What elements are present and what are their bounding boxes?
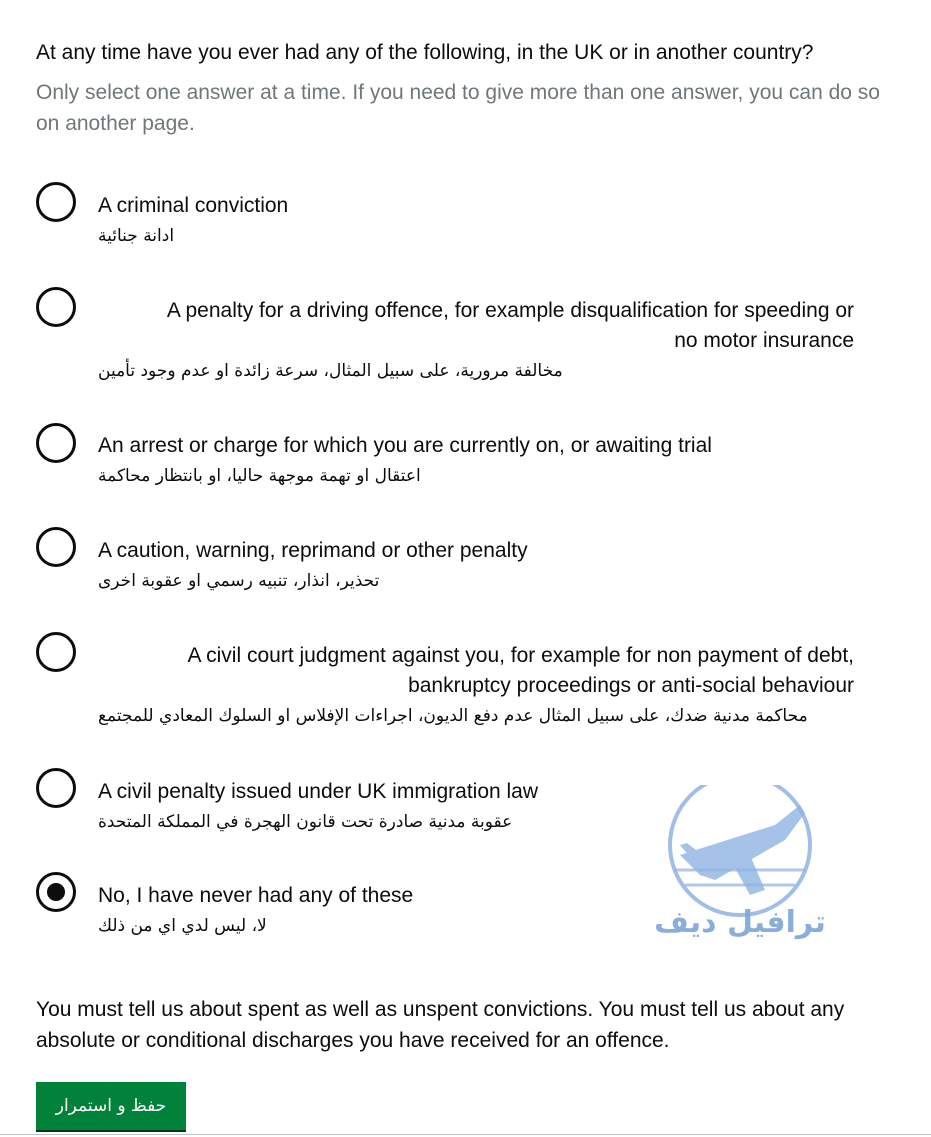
option-label-en: An arrest or charge for which you are currently on, or awaiting trial <box>98 434 712 457</box>
option-label-ar: عقوبة مدنية صادرة تحت قانون الهجرة في المملكة المتحدة <box>98 812 513 832</box>
radio-criminal-conviction[interactable] <box>36 182 76 222</box>
option-label[interactable] <box>98 296 854 386</box>
option-label[interactable] <box>98 431 712 491</box>
option-label-ar: تحذير، انذار، تنبيه رسمي او عقوبة اخرى <box>98 571 380 591</box>
option-label[interactable] <box>98 881 413 941</box>
option-label-en: A civil penalty issued under UK immigration law <box>98 780 539 803</box>
option-label-en: A caution, warning, reprimand or other penalty <box>98 539 528 562</box>
radio-never-had-any[interactable] <box>36 872 76 912</box>
question-heading: At any time have you ever had any of the following, in the UK or in another country? <box>36 41 814 64</box>
save-and-continue-button[interactable]: حفظ و استمرار <box>36 1082 186 1130</box>
option-label-ar: ادانة جنائية <box>98 226 175 246</box>
option-label-en: No, I have never had any of these <box>98 884 414 907</box>
option-label-ar: لا، ليس لدي اي من ذلك <box>98 916 267 936</box>
radio-civil-penalty-immigration[interactable] <box>36 768 76 808</box>
option-label-ar: محاكمة مدنية ضدك، على سبيل المثال عدم دفع الديون، اجراءات الإفلاس او السلوك المعادي للمجتمع <box>98 706 808 726</box>
option-label[interactable] <box>98 641 854 731</box>
option-label-en-line1: A civil court judgment against you, for example for non payment of debt, <box>187 644 854 667</box>
footer-divider <box>0 1134 931 1135</box>
radio-civil-court-judgment[interactable] <box>36 632 76 672</box>
option-label[interactable] <box>98 777 538 837</box>
question-hint: Only select one answer at a time. If you need to give more than one answer, you can do so on another page. <box>36 81 880 135</box>
radio-driving-offence[interactable] <box>36 287 76 327</box>
radio-selected-dot <box>47 883 65 901</box>
option-label-en-line2: bankruptcy proceedings or anti-social behaviour <box>408 674 854 697</box>
option-label-en-line1: A penalty for a driving offence, for example disqualification for speeding or <box>166 299 854 322</box>
option-label-en: A criminal conviction <box>98 194 289 217</box>
option-label[interactable] <box>98 191 288 251</box>
convictions-note: You must tell us about spent as well as unspent convictions. You must tell us about any absolute or conditional discharges you have received for an offence. <box>36 998 845 1052</box>
watermark-text: ترافيل ديف <box>654 905 826 940</box>
option-label-ar: مخالفة مرورية، على سبيل المثال، سرعة زائدة او عدم وجود تأمين <box>98 361 563 381</box>
option-label-en-line2: no motor insurance <box>674 329 854 352</box>
option-label[interactable] <box>98 536 528 596</box>
option-label-ar: اعتقال او تهمة موجهة حاليا، او بانتظار محاكمة <box>98 466 421 486</box>
radio-caution-warning[interactable] <box>36 527 76 567</box>
radio-arrest-or-charge[interactable] <box>36 423 76 463</box>
